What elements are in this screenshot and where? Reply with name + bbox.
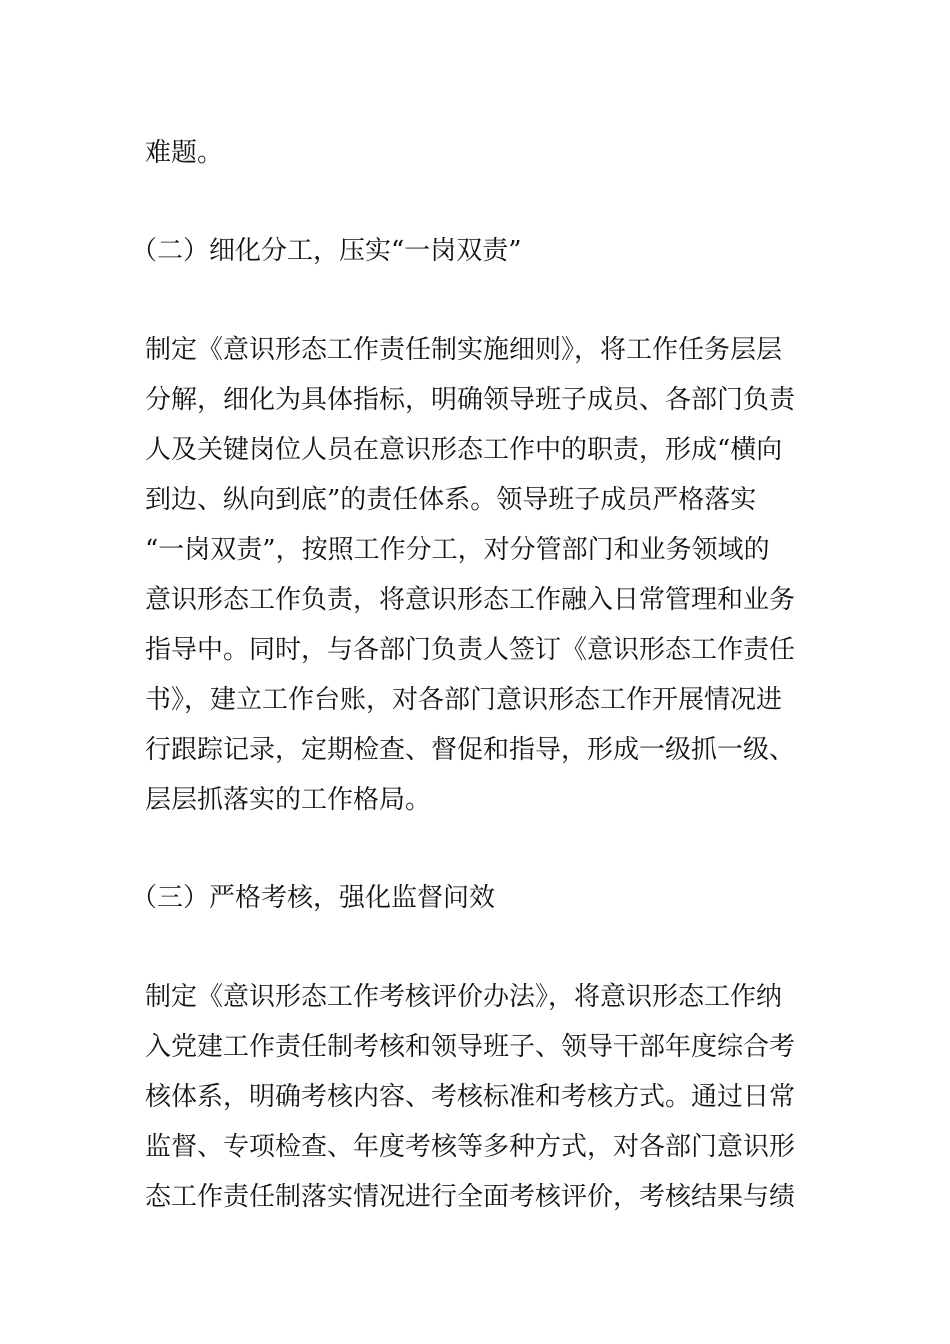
paragraph-line: 难题。 (145, 138, 224, 168)
paragraph-line: 态工作责任制落实情况进行全面考核评价，考核结果与绩 (145, 1182, 796, 1212)
paragraph-line: 制定《意识形态工作责任制实施细则》，将工作任务层层 (145, 335, 783, 365)
section-heading-2: （二）细化分工，压实“一岗双责” (131, 236, 522, 266)
paragraph-line: 行跟踪记录，定期检查、督促和指导，形成一级抓一级、 (145, 735, 796, 765)
paragraph-line: 意识形态工作负责，将意识形态工作融入日常管理和业务 (145, 585, 796, 615)
paragraph-line: 书》，建立工作台账，对各部门意识形态工作开展情况进 (145, 685, 783, 715)
paragraph-line: 监督、专项检查、年度考核等多种方式，对各部门意识形 (145, 1132, 796, 1162)
paragraph-line: “一岗双责”，按照工作分工，对分管部门和业务领域的 (145, 535, 770, 565)
paragraph-line: 核体系，明确考核内容、考核标准和考核方式。通过日常 (145, 1082, 796, 1112)
paragraph-line: 指导中。同时，与各部门负责人签订《意识形态工作责任 (145, 635, 796, 665)
paragraph-line: 制定《意识形态工作考核评价办法》，将意识形态工作纳 (145, 982, 783, 1012)
paragraph-line: 入党建工作责任制考核和领导班子、领导干部年度综合考 (145, 1032, 796, 1062)
paragraph-line: 层层抓落实的工作格局。 (145, 785, 432, 815)
paragraph-line: 分解，细化为具体指标，明确领导班子成员、各部门负责 (145, 385, 796, 415)
section-heading-3: （三）严格考核，强化监督问效 (131, 883, 496, 913)
paragraph-line: 人及关键岗位人员在意识形态工作中的职责，形成“横向 (145, 435, 783, 465)
paragraph-line: 到边、纵向到底”的责任体系。领导班子成员严格落实 (145, 485, 757, 515)
